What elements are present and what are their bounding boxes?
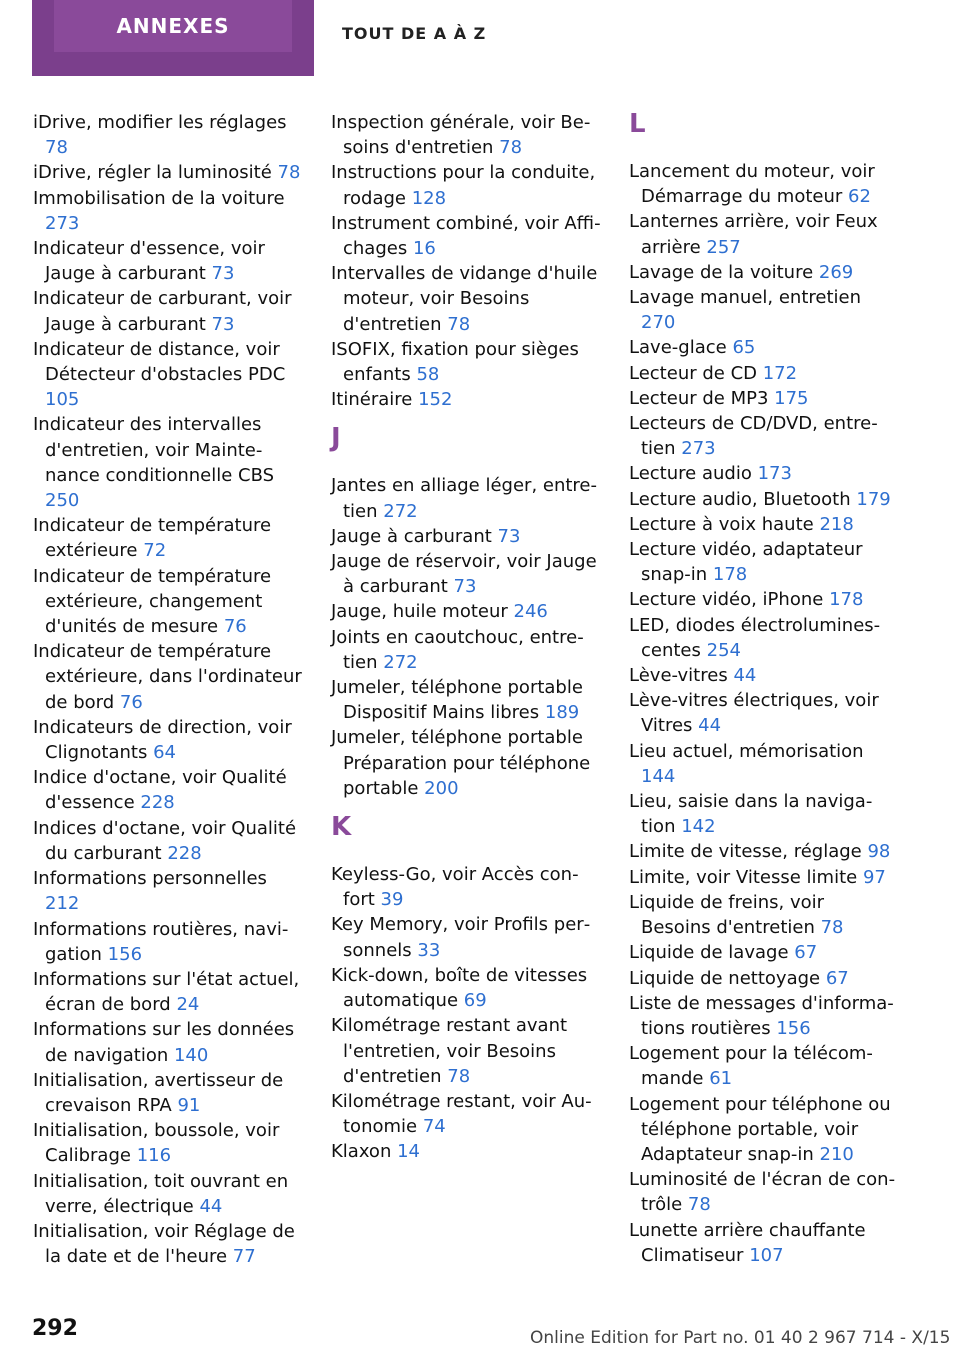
index-entry-text: Informations personnelles <box>33 868 267 890</box>
index-entry <box>629 335 899 360</box>
page-reference-link[interactable]: 78 <box>499 137 523 159</box>
index-entry-text: Indicateur de température extérieure, dans l'ordinateur de bord <box>33 641 302 713</box>
page-reference-link[interactable]: 210 <box>819 1143 854 1165</box>
index-entry-text: Logement pour la télécommande <box>629 1043 873 1090</box>
index-entry-text: Indicateur de distance, voir Détecteur d'obstacles PDC <box>33 338 286 386</box>
page-reference-link[interactable]: 65 <box>732 337 756 359</box>
page-reference-link[interactable]: 24 <box>176 994 200 1016</box>
index-entry <box>331 473 601 523</box>
index-entry-text: Logement pour téléphone ou téléphone portable, voir Adaptateur snap-in <box>629 1093 891 1165</box>
index-entry-text: Lavage manuel, entretien <box>629 287 862 309</box>
index-entry <box>629 1092 899 1168</box>
index-entry <box>33 715 303 765</box>
index-entry <box>331 160 601 210</box>
index-entry <box>33 236 303 286</box>
page-reference-link[interactable]: 269 <box>818 261 854 283</box>
page-reference-link[interactable]: 189 <box>544 702 580 724</box>
index-column-1 <box>33 110 303 1269</box>
page-number: 292 <box>32 1316 78 1341</box>
index-entry <box>33 816 303 866</box>
page-reference-link[interactable]: 61 <box>709 1068 733 1090</box>
index-entry-text: Initialisation, toit ouvrant en verre, électrique <box>33 1170 289 1217</box>
index-entry <box>33 1118 303 1168</box>
index-entry-text: Immobilisation de la voiture <box>33 187 285 209</box>
index-entry-text: Kilométrage restant, voir Autonomie <box>331 1090 592 1138</box>
index-entry <box>629 587 899 612</box>
index-entry <box>33 917 303 967</box>
index-entry <box>629 411 899 461</box>
index-entry <box>629 159 899 209</box>
index-entry <box>629 487 899 512</box>
page-reference-link[interactable]: 228 <box>167 842 202 864</box>
page-reference-link[interactable]: 142 <box>681 816 716 838</box>
index-entry-text: Jauge de réservoir, voir Jauge à carburant <box>331 551 597 598</box>
index-entry-text: Lecture audio, Bluetooth <box>629 488 851 510</box>
index-entry <box>331 725 601 801</box>
page-reference-link[interactable]: 74 <box>422 1116 446 1138</box>
index-entry-text: Kilométrage restant avant l'entretien, voir Besoins d'entretien <box>331 1015 568 1087</box>
index-entry-text: Limite, voir Vitesse limite <box>629 866 858 888</box>
page-reference-link[interactable]: 107 <box>749 1244 784 1266</box>
index-entry-text: Inspection générale, voir Besoins d'entretien <box>331 112 591 159</box>
index-entry-text: Informations routières, navigation <box>33 918 289 965</box>
page-reference-link[interactable]: 16 <box>412 238 436 260</box>
index-entry <box>629 1218 899 1268</box>
index-entry <box>33 412 303 513</box>
page-reference-link[interactable]: 140 <box>173 1044 209 1066</box>
index-entry-text: Luminosité de l'écran de contrôle <box>629 1169 896 1216</box>
index-entry-text: Lecteur de CD <box>629 362 757 384</box>
index-entry-text: iDrive, modifier les réglages <box>33 112 287 133</box>
index-entry <box>33 1017 303 1067</box>
page-reference-link[interactable]: 200 <box>424 777 459 799</box>
page-reference-link[interactable]: 78 <box>277 162 301 184</box>
index-entry <box>33 765 303 815</box>
index-entry <box>629 739 899 789</box>
index-entry <box>33 1169 303 1219</box>
index-entry <box>33 186 303 236</box>
page-reference-link[interactable]: 254 <box>706 639 741 661</box>
page-reference-link[interactable]: 97 <box>862 866 886 888</box>
index-entry <box>331 387 601 412</box>
index-entry <box>331 963 601 1013</box>
index-entry-text: Klaxon <box>331 1141 392 1163</box>
index-entry-text: Limite de vitesse, réglage <box>629 841 862 863</box>
index-column-2 <box>331 110 601 1165</box>
page-reference-link[interactable]: 78 <box>447 1065 471 1087</box>
index-entry <box>629 688 899 738</box>
page-reference-link[interactable]: 179 <box>856 488 891 510</box>
index-entry <box>629 1041 899 1091</box>
index-entry-text: Lève-vitres <box>629 665 728 687</box>
index-entry-text: Lancement du moteur, voir Démarrage du moteur <box>629 161 875 208</box>
page-reference-link[interactable]: 98 <box>867 841 891 863</box>
page-reference-link[interactable]: 212 <box>45 893 80 915</box>
index-entry <box>331 675 601 725</box>
index-entry-text: Initialisation, voir Réglage de la date et de l'heure <box>33 1220 295 1268</box>
index-entry <box>629 991 899 1041</box>
index-entry <box>33 564 303 640</box>
page-reference-link[interactable]: 270 <box>641 312 676 334</box>
page-reference-link[interactable]: 73 <box>497 525 521 547</box>
chapter-tab-label: TOUT DE A À Z <box>342 24 487 43</box>
index-entry <box>331 261 601 337</box>
page-reference-link[interactable]: 44 <box>199 1195 223 1217</box>
index-entry-text: Lave-glace <box>629 337 727 359</box>
index-entry-text: Lunette arrière chauffante Climatiseur <box>629 1219 866 1266</box>
index-entry <box>331 524 601 549</box>
index-entry <box>629 663 899 688</box>
index-entry-text: Indicateur de température extérieure, changement d'unités de mesure <box>33 565 272 638</box>
page-reference-link[interactable]: 257 <box>706 236 741 258</box>
index-entry <box>331 625 601 675</box>
index-entry <box>331 337 601 387</box>
index-entry-text: Indicateur de température extérieure <box>33 515 272 562</box>
page-reference-link[interactable]: 76 <box>223 616 247 638</box>
index-entry <box>33 110 303 160</box>
index-entry <box>629 209 899 259</box>
index-entry <box>629 386 899 411</box>
index-entry <box>629 789 899 839</box>
index-letter-heading: L <box>629 109 646 139</box>
page-reference-link[interactable]: 58 <box>416 364 440 386</box>
index-entry <box>629 966 899 991</box>
index-entry-text: Instrument combiné, voir Affichages <box>331 212 601 260</box>
page-reference-link[interactable]: 173 <box>757 463 792 485</box>
page-reference-link[interactable]: 246 <box>513 601 548 623</box>
index-entry <box>33 967 303 1017</box>
index-entry-text: Lecteurs de CD/DVD, entretien <box>629 413 878 460</box>
index-entry-text: Lève-vitres électriques, voir Vitres <box>629 690 879 737</box>
page-reference-link[interactable]: 228 <box>140 792 175 814</box>
index-entry <box>629 260 899 285</box>
page-reference-link[interactable]: 175 <box>774 387 809 409</box>
index-entry <box>33 1219 303 1269</box>
page-reference-link[interactable]: 73 <box>453 576 477 598</box>
section-tab-label: ANNEXES <box>54 0 292 52</box>
page-reference-link[interactable]: 73 <box>211 313 235 335</box>
index-entry-text: Liquide de freins, voir Besoins d'entretien <box>629 891 825 939</box>
index-entry <box>331 912 601 962</box>
index-entry-text: Indice d'octane, voir Qualité d'essence <box>33 767 287 814</box>
page-reference-link[interactable]: 78 <box>45 137 68 159</box>
index-entry-text: Informations sur l'état actuel, écran de bord <box>33 968 300 1016</box>
index-entry-text: LED, diodes électroluminescentes <box>629 614 881 661</box>
page-reference-link[interactable]: 272 <box>383 500 418 522</box>
index-entry <box>331 110 601 160</box>
index-entry-text: Jantes en alliage léger, entretien <box>331 475 598 522</box>
page-reference-link[interactable]: 76 <box>119 691 143 713</box>
page-reference-link[interactable]: 14 <box>397 1141 420 1163</box>
index-entry-text: Key Memory, voir Profils personnels <box>331 914 591 961</box>
index-column-3 <box>629 110 899 1268</box>
index-entry-text: Indicateurs de direction, voir Clignotants <box>33 716 292 764</box>
index-entry <box>629 361 899 386</box>
index-entry <box>629 839 899 864</box>
page-reference-link[interactable]: 44 <box>733 665 757 687</box>
page-reference-link[interactable]: 152 <box>418 389 453 411</box>
page-reference-link[interactable]: 273 <box>45 212 80 234</box>
index-entry-text: Indicateur de carburant, voir Jauge à carburant <box>33 288 292 335</box>
index-entry-text: Liquide de lavage <box>629 942 789 964</box>
page-reference-link[interactable]: 273 <box>681 438 716 460</box>
index-letter-heading: J <box>331 423 341 454</box>
page-reference-link[interactable]: 144 <box>641 765 676 787</box>
page-reference-link[interactable]: 33 <box>417 939 441 961</box>
index-entry-text: Joints en caoutchouc, entretien <box>331 626 584 673</box>
index-entry-text: Lecteur de MP3 <box>629 387 769 409</box>
index-entry-text: Informations sur les données de navigation <box>33 1019 295 1066</box>
index-entry <box>33 160 303 185</box>
page-reference-link[interactable]: 156 <box>107 943 143 965</box>
page-reference-link[interactable]: 39 <box>380 889 404 911</box>
index-entry-text: Lecture vidéo, iPhone <box>629 589 824 611</box>
index-entry-text: Lecture vidéo, adaptateur snap-in <box>629 539 863 586</box>
page-reference-link[interactable]: 73 <box>211 263 235 285</box>
index-entry-text: ISOFIX, fixation pour sièges enfants <box>331 338 579 386</box>
index-entry <box>331 1089 601 1139</box>
page-reference-link[interactable]: 67 <box>794 942 818 964</box>
index-entry <box>629 865 899 890</box>
index-entry <box>629 512 899 537</box>
index-entry-text: Lanternes arrière, voir Feux arrière <box>629 211 878 258</box>
index-entry <box>33 866 303 916</box>
index-entry-text: Jumeler, téléphone portable Préparation pour téléphone portable <box>331 727 591 799</box>
index-entry <box>331 1139 601 1164</box>
page-reference-link[interactable]: 128 <box>411 187 447 209</box>
index-entry-text: Lieu, saisie dans la navigation <box>629 791 873 838</box>
index-entry-text: Keyless-Go, voir Accès confort <box>331 864 579 911</box>
page-reference-link[interactable]: 64 <box>153 742 176 764</box>
section-tab <box>32 0 314 76</box>
index-entry-text: Lecture audio <box>629 463 752 485</box>
index-entry-text: Initialisation, avertisseur de crevaison RPA <box>33 1069 284 1116</box>
index-entry-text: Liste de messages d'informations routières <box>629 992 894 1039</box>
page-reference-link[interactable]: 91 <box>177 1094 201 1116</box>
index-entry-text: Itinéraire <box>331 389 413 411</box>
edition-footer: Online Edition for Part no. 01 40 2 967 714 - X/15 <box>530 1328 951 1348</box>
page-reference-link[interactable]: 77 <box>232 1246 256 1268</box>
index-entry-text: Lavage de la voiture <box>629 261 814 283</box>
index-entry <box>331 1013 601 1089</box>
index-entry <box>629 940 899 965</box>
index-entry <box>629 537 899 587</box>
index-entry-text: Indices d'octane, voir Qualité du carburant <box>33 817 297 864</box>
index-entry <box>629 613 899 663</box>
index-entry-text: Jumeler, téléphone portable Dispositif Mains libres <box>331 677 583 724</box>
index-entry-text: Lieu actuel, mémorisation <box>629 740 864 762</box>
index-entry <box>33 513 303 563</box>
index-entry-text: Instructions pour la conduite, rodage <box>331 162 596 209</box>
index-entry-text: Liquide de nettoyage <box>629 967 821 989</box>
index-entry <box>331 599 601 624</box>
index-entry <box>331 211 601 261</box>
page-reference-link[interactable]: 272 <box>383 651 418 673</box>
index-entry <box>629 1167 899 1217</box>
index-entry-text: Jauge, huile moteur <box>331 601 508 623</box>
index-entry <box>629 285 899 335</box>
page-reference-link[interactable]: 178 <box>712 564 748 586</box>
page-reference-link[interactable]: 218 <box>819 513 854 535</box>
index-entry <box>331 862 601 912</box>
index-entry-text: Jauge à carburant <box>331 525 492 547</box>
index-entry <box>629 461 899 486</box>
index-entry-text: Indicateur des intervalles d'entretien, voir Maintenance conditionnelle CBS <box>33 414 275 486</box>
index-entry <box>33 286 303 336</box>
index-entry-text: iDrive, régler la luminosité <box>33 162 272 184</box>
page-reference-link[interactable]: 69 <box>463 990 487 1012</box>
index-entry-text: Intervalles de vidange d'huile moteur, voir Besoins d'entretien <box>331 263 598 335</box>
page-reference-link[interactable]: 72 <box>143 540 167 562</box>
page-reference-link[interactable]: 172 <box>762 362 798 384</box>
page-reference-link[interactable]: 78 <box>687 1194 711 1216</box>
index-entry-text: Initialisation, boussole, voir Calibrage <box>33 1120 280 1167</box>
page-reference-link[interactable]: 178 <box>829 589 864 611</box>
page-reference-link[interactable]: 156 <box>776 1017 811 1039</box>
index-entry <box>331 549 601 599</box>
index-entry-text: Lecture à voix haute <box>629 513 814 535</box>
page-reference-link[interactable]: 78 <box>447 313 471 335</box>
page-reference-link[interactable]: 250 <box>45 490 80 512</box>
page-reference-link[interactable]: 105 <box>45 389 80 411</box>
page-reference-link[interactable]: 116 <box>136 1145 172 1167</box>
index-entry <box>629 890 899 940</box>
index-entry <box>33 1068 303 1118</box>
index-letter-heading: K <box>331 812 352 843</box>
page-reference-link[interactable]: 78 <box>820 917 844 939</box>
index-entry-text: Indicateur d'essence, voir Jauge à carburant <box>33 238 265 285</box>
page-reference-link[interactable]: 67 <box>825 967 849 989</box>
page-reference-link[interactable]: 44 <box>698 715 722 737</box>
index-entry-text: Kick-down, boîte de vitesses automatique <box>331 964 588 1012</box>
page-reference-link[interactable]: 62 <box>848 186 871 208</box>
index-entry <box>33 639 303 715</box>
index-entry <box>33 337 303 413</box>
